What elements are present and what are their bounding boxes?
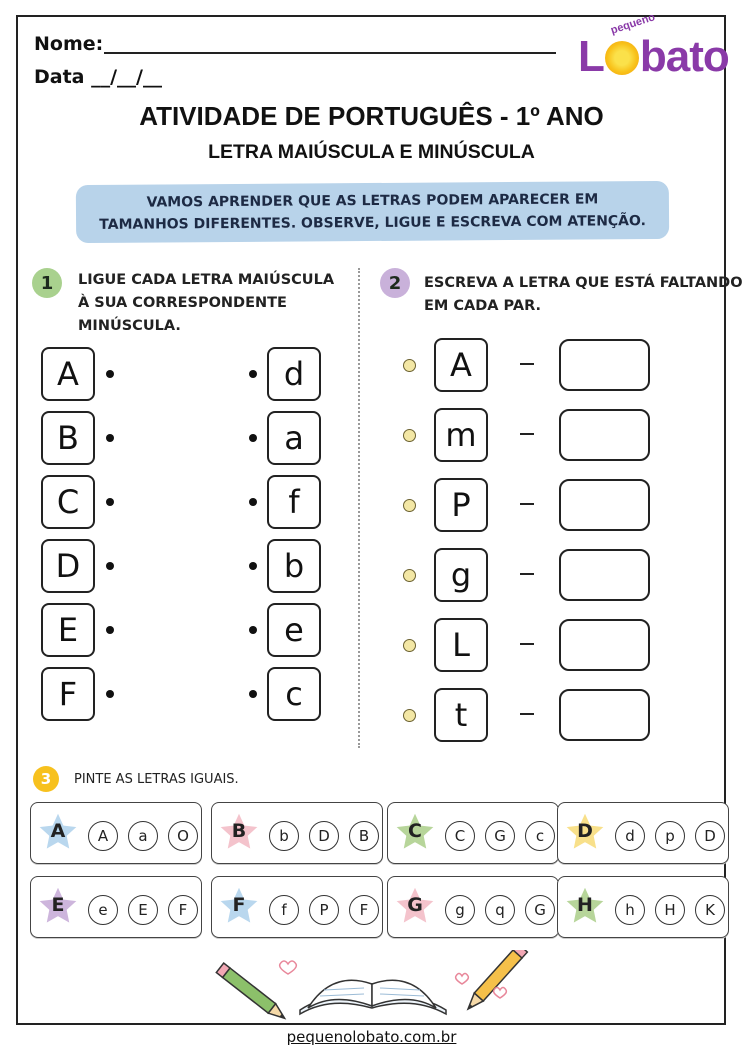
letter-group [211,876,383,938]
lowercase-letter-box: f [267,475,321,529]
letter-group [387,876,559,938]
answer-input-box[interactable] [559,479,650,531]
date-label: Data __/__/__ [34,66,162,88]
uppercase-letter-box: F [41,667,95,721]
uppercase-letter-box: E [41,603,95,657]
letter-option-circle[interactable]: b [269,821,299,851]
website-link[interactable]: pequenolobato.com.br [286,1028,457,1046]
lowercase-letter-box: c [267,667,321,721]
match-dot-left[interactable] [106,626,114,634]
star-letter: D [577,820,593,842]
bullet-dot [403,639,416,652]
brand-logo [578,11,729,82]
letter-option-circle[interactable]: A [88,821,118,851]
match-dot-left[interactable] [106,498,114,506]
letter-option-circle[interactable]: P [309,895,339,925]
given-letter-box: A [434,338,488,392]
pair-dash [520,503,534,505]
uppercase-letter-box: B [41,411,95,465]
answer-input-box[interactable] [559,549,650,601]
question-1-text: LIGUE CADA LETRA MAIÚSCULA À SUA CORRESPONDENTE MINÚSCULA. [78,272,335,334]
letter-option-circle[interactable]: G [485,821,515,851]
question-2-number: 2 [380,268,410,298]
bullet-dot [403,709,416,722]
question-1-number: 1 [32,268,62,298]
instruction-banner [76,181,669,243]
uppercase-letter-box: C [41,475,95,529]
banner-line-1: VAMOS APRENDER QUE AS LETRAS PODEM APARECER EM [146,191,599,211]
page-title: ATIVIDADE DE PORTUGUÊS - 1º ANO [139,101,604,131]
star-letter: F [232,894,246,916]
book-and-pencils-illustration [200,950,550,1020]
letter-option-circle[interactable]: K [695,895,725,925]
given-letter-box: g [434,548,488,602]
given-letter-box: L [434,618,488,672]
logo-small-text: pequeno [609,11,657,37]
name-input-line[interactable] [104,52,556,54]
uppercase-letter-box: A [41,347,95,401]
lowercase-letter-box: a [267,411,321,465]
letter-option-circle[interactable]: B [349,821,379,851]
pair-dash [520,573,534,575]
lowercase-letter-box: d [267,347,321,401]
star-letter: A [50,820,66,842]
match-dot-right[interactable] [249,434,257,442]
question-3-number: 3 [33,766,59,792]
match-dot-left[interactable] [106,562,114,570]
question-3-text: PINTE AS LETRAS IGUAIS. [74,772,239,787]
bullet-dot [403,359,416,372]
question-2-text: ESCREVA A LETRA QUE ESTÁ FALTANDO EM CADA PAR. [424,275,743,314]
pair-dash [520,643,534,645]
star-letter: G [407,894,423,916]
name-label: Nome: [34,33,104,55]
letter-group [387,802,559,864]
lowercase-letter-box: e [267,603,321,657]
letter-group [211,802,383,864]
letter-group [557,802,729,864]
uppercase-letter-box: D [41,539,95,593]
letter-option-circle[interactable]: D [695,821,725,851]
logo-rest: bato [639,32,729,81]
match-dot-left[interactable] [106,690,114,698]
answer-input-box[interactable] [559,619,650,671]
match-dot-right[interactable] [249,626,257,634]
match-dot-right[interactable] [249,690,257,698]
letter-option-circle[interactable]: a [128,821,158,851]
match-dot-right[interactable] [249,498,257,506]
letter-option-circle[interactable]: g [445,895,475,925]
pair-dash [520,363,534,365]
letter-option-circle[interactable]: q [485,895,515,925]
letter-option-circle[interactable]: O [168,821,198,851]
letter-option-circle[interactable]: H [655,895,685,925]
match-dot-right[interactable] [249,370,257,378]
letter-option-circle[interactable]: h [615,895,645,925]
answer-input-box[interactable] [559,409,650,461]
answer-input-box[interactable] [559,339,650,391]
page-subtitle: LETRA MAIÚSCULA E MINÚSCULA [208,141,535,163]
star-letter: E [51,894,65,916]
given-letter-box: m [434,408,488,462]
logo-first-letter: L [578,32,604,81]
bullet-dot [403,499,416,512]
letter-option-circle[interactable]: F [168,895,198,925]
lowercase-letter-box: b [267,539,321,593]
bullet-dot [403,569,416,582]
star-letter: H [577,894,593,916]
letter-group [30,802,202,864]
sun-icon [605,41,639,75]
letter-option-circle[interactable]: C [445,821,475,851]
pair-dash [520,713,534,715]
star-letter: B [231,820,247,842]
column-divider [358,268,360,748]
bullet-dot [403,429,416,442]
letter-group [557,876,729,938]
given-letter-box: t [434,688,488,742]
given-letter-box: P [434,478,488,532]
answer-input-box[interactable] [559,689,650,741]
letter-option-circle[interactable]: c [525,821,555,851]
pair-dash [520,433,534,435]
letter-option-circle[interactable]: d [615,821,645,851]
match-dot-right[interactable] [249,562,257,570]
star-letter: C [408,820,422,842]
letter-option-circle[interactable]: e [88,895,118,925]
banner-line-2: TAMANHOS DIFERENTES. OBSERVE, LIGUE E ESCREVA COM ATENÇÃO. [99,213,646,233]
letter-option-circle[interactable]: G [525,895,555,925]
letter-group [30,876,202,938]
letter-option-circle[interactable]: F [349,895,379,925]
letter-option-circle[interactable]: p [655,821,685,851]
match-dot-left[interactable] [106,434,114,442]
letter-option-circle[interactable]: E [128,895,158,925]
letter-option-circle[interactable]: f [269,895,299,925]
match-dot-left[interactable] [106,370,114,378]
letter-option-circle[interactable]: D [309,821,339,851]
